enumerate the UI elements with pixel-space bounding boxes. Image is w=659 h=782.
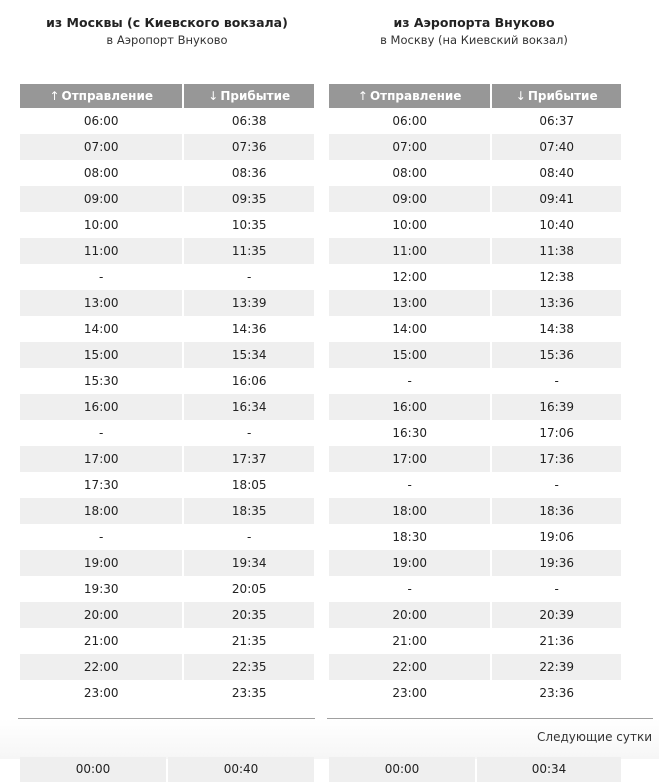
arrival-time: - <box>490 368 621 394</box>
table-row <box>20 264 314 290</box>
table-row <box>329 290 621 316</box>
departure-time: 22:00 <box>329 654 490 680</box>
arrival-time: 18:36 <box>490 498 621 524</box>
arrival-time: 15:36 <box>490 342 621 368</box>
departure-time: 17:00 <box>20 446 182 472</box>
departure-time: - <box>99 426 104 440</box>
arrow-up-icon: ↑ <box>357 89 368 103</box>
departure-time: 23:00 <box>83 686 119 700</box>
departure-time: 11:00 <box>20 238 182 264</box>
departure-time: 07:00 <box>20 134 182 160</box>
arrival-time: 09:35 <box>182 186 314 212</box>
departure-time: 15:00 <box>20 342 182 368</box>
arrow-up-icon: ↑ <box>49 89 60 103</box>
next-day-row <box>20 757 314 782</box>
departure-time: 00:00 <box>329 757 475 782</box>
timetable <box>329 84 621 706</box>
column-header-departure[interactable]: ↑ Отправление <box>20 84 182 108</box>
column-header-departure[interactable]: ↑ Отправление <box>329 84 490 108</box>
arrival-time: 11:35 <box>182 238 314 264</box>
arrival-time: 20:39 <box>490 602 621 628</box>
departure-time: 15:00 <box>329 342 490 368</box>
arrival-time: - <box>182 264 314 290</box>
timetable <box>20 84 314 706</box>
arrival-time: 21:36 <box>490 628 621 654</box>
arrival-time: 21:35 <box>182 628 314 654</box>
departure-time: 09:00 <box>20 186 182 212</box>
departure-time: 21:00 <box>392 634 427 648</box>
table-row <box>20 602 314 628</box>
arrival-time: 07:36 <box>182 134 314 160</box>
table-row <box>329 680 621 706</box>
table-row <box>329 342 621 368</box>
departure-time: 13:00 <box>329 290 490 316</box>
column-header-arrival[interactable]: ↓ Прибытие <box>182 84 314 108</box>
arrival-time: 13:36 <box>490 290 621 316</box>
departure-time: 23:00 <box>392 686 427 700</box>
table-row <box>329 472 621 498</box>
arrival-time: 07:40 <box>490 134 621 160</box>
arrival-time: - <box>182 420 314 446</box>
departure-time: 16:00 <box>329 394 490 420</box>
table-row <box>329 186 621 212</box>
departure-time: - <box>407 582 412 596</box>
arrival-time: 10:40 <box>490 212 621 238</box>
table-row <box>20 472 314 498</box>
departure-time: 12:00 <box>392 270 427 284</box>
departure-time: 20:00 <box>20 602 182 628</box>
departure-time: 19:30 <box>83 582 119 596</box>
arrival-time: 22:35 <box>182 654 314 680</box>
departure-time: 08:00 <box>392 166 427 180</box>
table-row <box>329 212 621 238</box>
departure-time: 13:00 <box>20 290 182 316</box>
table-row <box>20 316 314 342</box>
departure-time: 17:30 <box>83 478 119 492</box>
departure-time: 08:00 <box>83 166 119 180</box>
table-row <box>329 134 621 160</box>
table-row <box>20 498 314 524</box>
arrival-time: 00:40 <box>168 757 314 782</box>
table-row <box>329 576 621 602</box>
arrival-time: 14:38 <box>490 316 621 342</box>
arrival-time: 16:34 <box>182 394 314 420</box>
table-row <box>20 238 314 264</box>
arrival-time: 19:06 <box>490 524 621 550</box>
arrival-time: 17:06 <box>490 420 621 446</box>
arrival-time: 09:41 <box>490 186 621 212</box>
departure-time: 21:00 <box>83 634 119 648</box>
table-row <box>20 524 314 550</box>
arrival-time: 11:38 <box>490 238 621 264</box>
table-row <box>329 498 621 524</box>
departure-time: - <box>407 478 412 492</box>
table-row <box>20 212 314 238</box>
departure-time: 06:00 <box>83 114 119 128</box>
arrival-time: 19:36 <box>490 550 621 576</box>
table-row <box>329 108 621 134</box>
departure-time: 17:00 <box>329 446 490 472</box>
arrow-down-icon: ↓ <box>515 89 526 103</box>
departure-time: 14:00 <box>83 322 119 336</box>
table-row <box>329 446 621 472</box>
arrival-time: 08:40 <box>490 160 621 186</box>
table-row <box>329 420 621 446</box>
departure-time: 14:00 <box>392 322 427 336</box>
arrival-time: 17:37 <box>182 446 314 472</box>
arrival-time: 23:36 <box>490 680 621 706</box>
arrival-time: 16:39 <box>490 394 621 420</box>
departure-time: 18:30 <box>392 530 427 544</box>
arrival-time: 00:34 <box>477 757 621 782</box>
departure-time: 15:30 <box>83 374 119 388</box>
departure-time: - <box>99 530 104 544</box>
table-row <box>20 576 314 602</box>
table-row <box>329 238 621 264</box>
arrival-time: 15:34 <box>182 342 314 368</box>
arrival-time: 12:38 <box>490 264 621 290</box>
table-row <box>329 368 621 394</box>
departure-time: 18:00 <box>329 498 490 524</box>
table-row <box>20 134 314 160</box>
arrival-time: 19:34 <box>182 550 314 576</box>
schedule-title: из Аэропорта Внуково <box>393 15 555 30</box>
departure-time: - <box>407 374 412 388</box>
arrival-time: 13:39 <box>182 290 314 316</box>
table-row <box>20 446 314 472</box>
departure-time: 16:00 <box>20 394 182 420</box>
table-row <box>329 316 621 342</box>
table-row <box>329 602 621 628</box>
table-row <box>20 628 314 654</box>
departure-time: 11:00 <box>329 238 490 264</box>
schedule-subtitle: в Аэропорт Внуково <box>106 33 228 47</box>
table-row <box>20 368 314 394</box>
schedule-title: из Москвы (с Киевского вокзала) <box>46 15 288 30</box>
table-row <box>329 654 621 680</box>
table-row <box>20 160 314 186</box>
table-row <box>20 654 314 680</box>
arrival-time: 22:39 <box>490 654 621 680</box>
table-row <box>20 680 314 706</box>
schedule-header <box>15 14 319 48</box>
departure-time: 07:00 <box>329 134 490 160</box>
arrival-time: 18:05 <box>182 472 314 498</box>
departure-time: 20:00 <box>329 602 490 628</box>
next-day-label: Следующие сутки <box>537 730 652 744</box>
table-row <box>20 550 314 576</box>
table-row <box>20 420 314 446</box>
departure-time: - <box>99 270 104 284</box>
table-row <box>329 394 621 420</box>
column-header-arrival[interactable]: ↓ Прибытие <box>490 84 621 108</box>
departure-time: 06:00 <box>392 114 427 128</box>
table-row <box>20 186 314 212</box>
table-row <box>329 628 621 654</box>
arrival-time: 23:35 <box>182 680 314 706</box>
arrival-time: 17:36 <box>490 446 621 472</box>
table-row <box>329 160 621 186</box>
arrival-time: - <box>182 524 314 550</box>
departure-time: 10:00 <box>392 218 427 232</box>
arrival-time: 20:05 <box>182 576 314 602</box>
next-day-row <box>329 757 621 782</box>
arrival-time: 08:36 <box>182 160 314 186</box>
table-row <box>20 394 314 420</box>
arrival-time: 16:06 <box>182 368 314 394</box>
arrival-time: 20:35 <box>182 602 314 628</box>
departure-time: 19:00 <box>329 550 490 576</box>
arrival-time: - <box>490 576 621 602</box>
arrival-time: 06:37 <box>490 108 621 134</box>
departure-time: 18:00 <box>20 498 182 524</box>
schedule-subtitle: в Москву (на Киевский вокзал) <box>380 33 568 47</box>
arrow-down-icon: ↓ <box>208 89 219 103</box>
arrival-time: 14:36 <box>182 316 314 342</box>
arrival-time: 06:38 <box>182 108 314 134</box>
departure-time: 22:00 <box>20 654 182 680</box>
schedule-header <box>319 14 629 48</box>
departure-time: 10:00 <box>83 218 119 232</box>
table-row <box>20 290 314 316</box>
arrival-time: 18:35 <box>182 498 314 524</box>
table-row <box>20 342 314 368</box>
arrival-time: - <box>490 472 621 498</box>
table-row <box>329 524 621 550</box>
departure-time: 00:00 <box>20 757 166 782</box>
departure-time: 09:00 <box>329 186 490 212</box>
departure-time: 16:30 <box>392 426 427 440</box>
arrival-time: 10:35 <box>182 212 314 238</box>
departure-time: 19:00 <box>20 550 182 576</box>
table-row <box>329 264 621 290</box>
table-row <box>20 108 314 134</box>
table-row <box>329 550 621 576</box>
